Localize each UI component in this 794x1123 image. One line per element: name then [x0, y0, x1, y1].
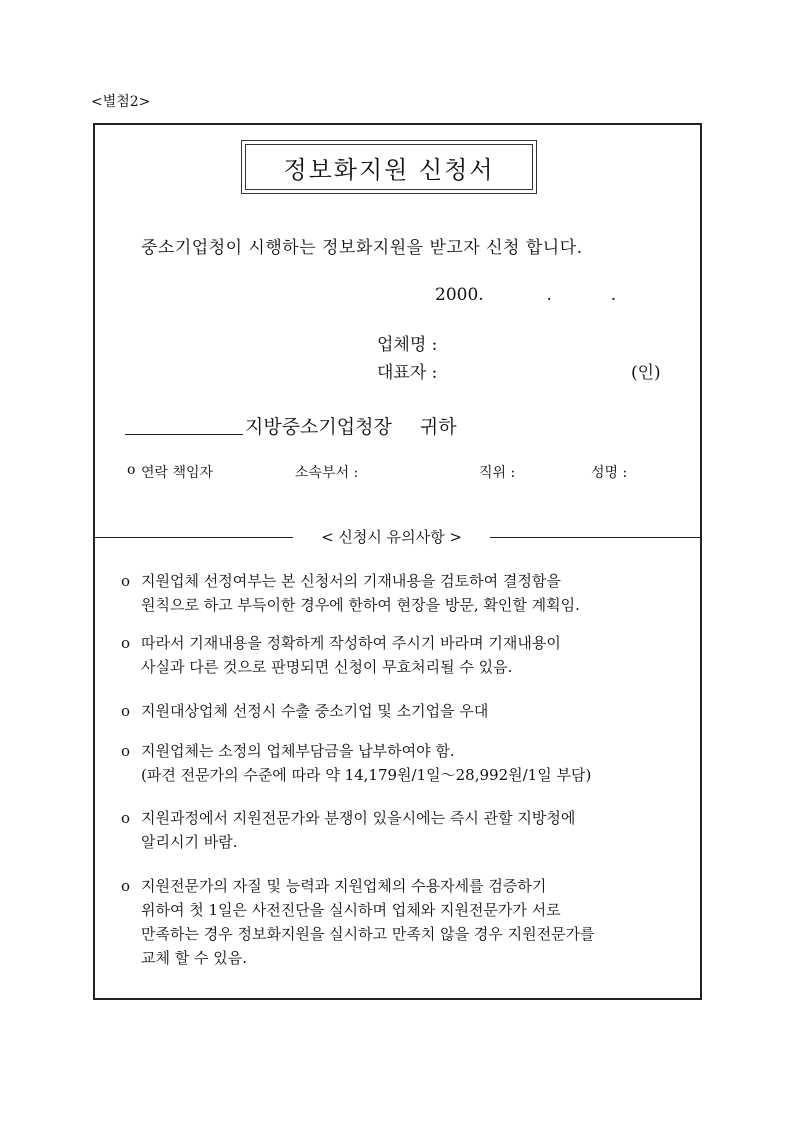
notes-divider	[95, 527, 700, 547]
list-item	[121, 699, 488, 723]
note-line: 지원업체 선정여부는 본 신청서의 기재내용을 검토하여 결정함을	[141, 572, 561, 590]
office-blank	[125, 434, 243, 435]
divider-line-right	[490, 537, 700, 538]
contact-person-label: 연락 책임자	[141, 465, 214, 481]
list-item	[121, 569, 580, 617]
seal-mark: (인)	[631, 363, 661, 383]
note-line: 사실과 다른 것으로 판명되면 신청이 무효처리될 수 있음.	[141, 658, 513, 676]
note-bullet: o	[121, 809, 131, 827]
name-label: 성명 :	[591, 465, 628, 481]
attachment-label: <별첨2>	[91, 94, 151, 110]
position-label: 직위 :	[479, 465, 516, 481]
list-item	[121, 739, 591, 787]
company-name-label: 업체명 :	[377, 335, 438, 355]
note-line: 지원전문가의 자질 및 능력과 지원업체의 수용자세를 검증하기	[141, 877, 547, 895]
application-form	[93, 123, 702, 1000]
note-bullet: o	[121, 702, 131, 720]
representative-label: 대표자 :	[377, 363, 438, 383]
recipient-honorific: 귀하	[419, 416, 457, 438]
note-line: 원칙으로 하고 부득이한 경우에 한하여 현장을 방문, 확인할 계획임.	[141, 596, 580, 614]
note-bullet: o	[121, 634, 131, 652]
list-item	[121, 631, 561, 679]
note-line: 지원과정에서 지원전문가와 분쟁이 있을시에는 즉시 관할 지방청에	[141, 809, 576, 827]
title-box	[241, 140, 537, 194]
form-title: 정보화지원 신청서	[245, 144, 533, 190]
note-line: 만족하는 경우 정보화지원을 실시하고 만족치 않을 경우 지원전문가를	[141, 925, 595, 943]
list-item	[121, 874, 595, 970]
note-line: 지원대상업체 선정시 수출 중소기업 및 소기업을 우대	[141, 702, 489, 720]
date-day-separator: .	[610, 285, 617, 305]
contact-bullet: o	[127, 462, 136, 478]
note-bullet: o	[121, 742, 131, 760]
department-label: 소속부서 :	[295, 465, 359, 481]
list-item	[121, 806, 575, 854]
date-line	[435, 285, 616, 305]
note-line: 위하여 첫 1일은 사전진단을 실시하며 업체와 지원전문가가 서로	[141, 901, 561, 919]
notes-header: < 신청시 유의사항 >	[321, 528, 462, 546]
note-line: (파견 전문가의 수준에 따라 약 14,179원/1일～28,992원/1일 부담)	[141, 766, 592, 784]
note-line: 교체 할 수 있음.	[141, 949, 248, 967]
note-line: 지원업체는 소정의 업체부담금을 납부하여야 함.	[141, 742, 455, 760]
recipient-office: 지방중소기업청장	[245, 416, 392, 438]
note-bullet: o	[121, 572, 131, 590]
note-line: 알리시기 바람.	[141, 833, 238, 851]
date-month-separator: .	[546, 285, 552, 305]
note-line: 따라서 기재내용을 정확하게 작성하여 주시기 바라며 기재내용이	[141, 634, 561, 652]
note-bullet: o	[121, 877, 131, 895]
recipient-line	[125, 412, 457, 439]
date-year: 2000.	[435, 285, 484, 305]
divider-line-left	[95, 537, 293, 538]
request-statement: 중소기업청이 시행하는 정보화지원을 받고자 신청 합니다.	[141, 238, 583, 258]
